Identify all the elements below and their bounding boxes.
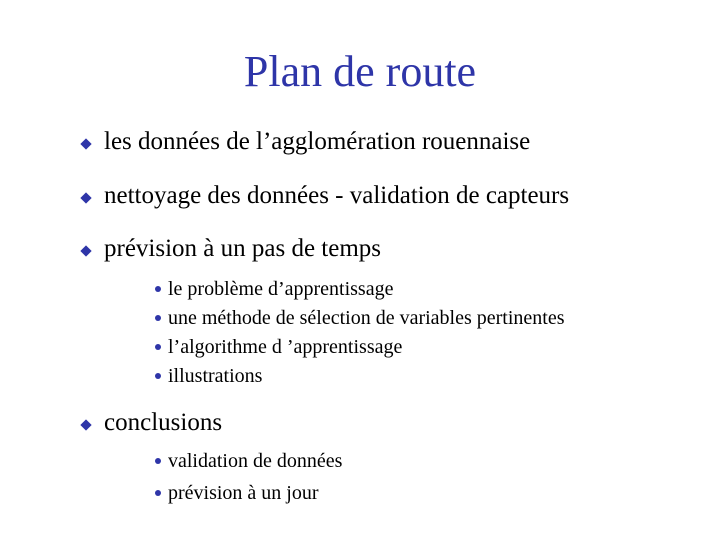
dot-bullet-icon	[155, 490, 161, 496]
bullet-text: conclusions	[104, 409, 223, 436]
diamond-bullet-icon	[80, 245, 91, 256]
dot-bullet-icon	[155, 344, 161, 350]
sub-bullet-text: validation de données	[168, 450, 343, 472]
dot-bullet-icon	[155, 373, 161, 379]
sub-bullet-text: l’algorithme d ’apprentissage	[168, 336, 403, 358]
sub-bullet-text: illustrations	[168, 365, 263, 387]
dot-bullet-icon	[155, 315, 161, 321]
diamond-bullet-icon	[80, 419, 91, 430]
sub-bullet-text: le problème d’apprentissage	[168, 278, 394, 300]
sub-bullet-text: prévision à un jour	[168, 482, 319, 504]
diamond-bullet-icon	[80, 138, 91, 149]
dot-bullet-icon	[155, 286, 161, 292]
sub-bullet-text: une méthode de sélection de variables pertinentes	[168, 307, 565, 329]
diamond-bullet-icon	[80, 192, 91, 203]
bullet-text: nettoyage des données - validation de capteurs	[104, 182, 570, 209]
bullet-text: prévision à un pas de temps	[104, 235, 382, 262]
bullet-text: les données de l’agglomération rouennaise	[104, 128, 531, 155]
slide-title: Plan de route	[243, 47, 477, 96]
dot-bullet-icon	[155, 458, 161, 464]
